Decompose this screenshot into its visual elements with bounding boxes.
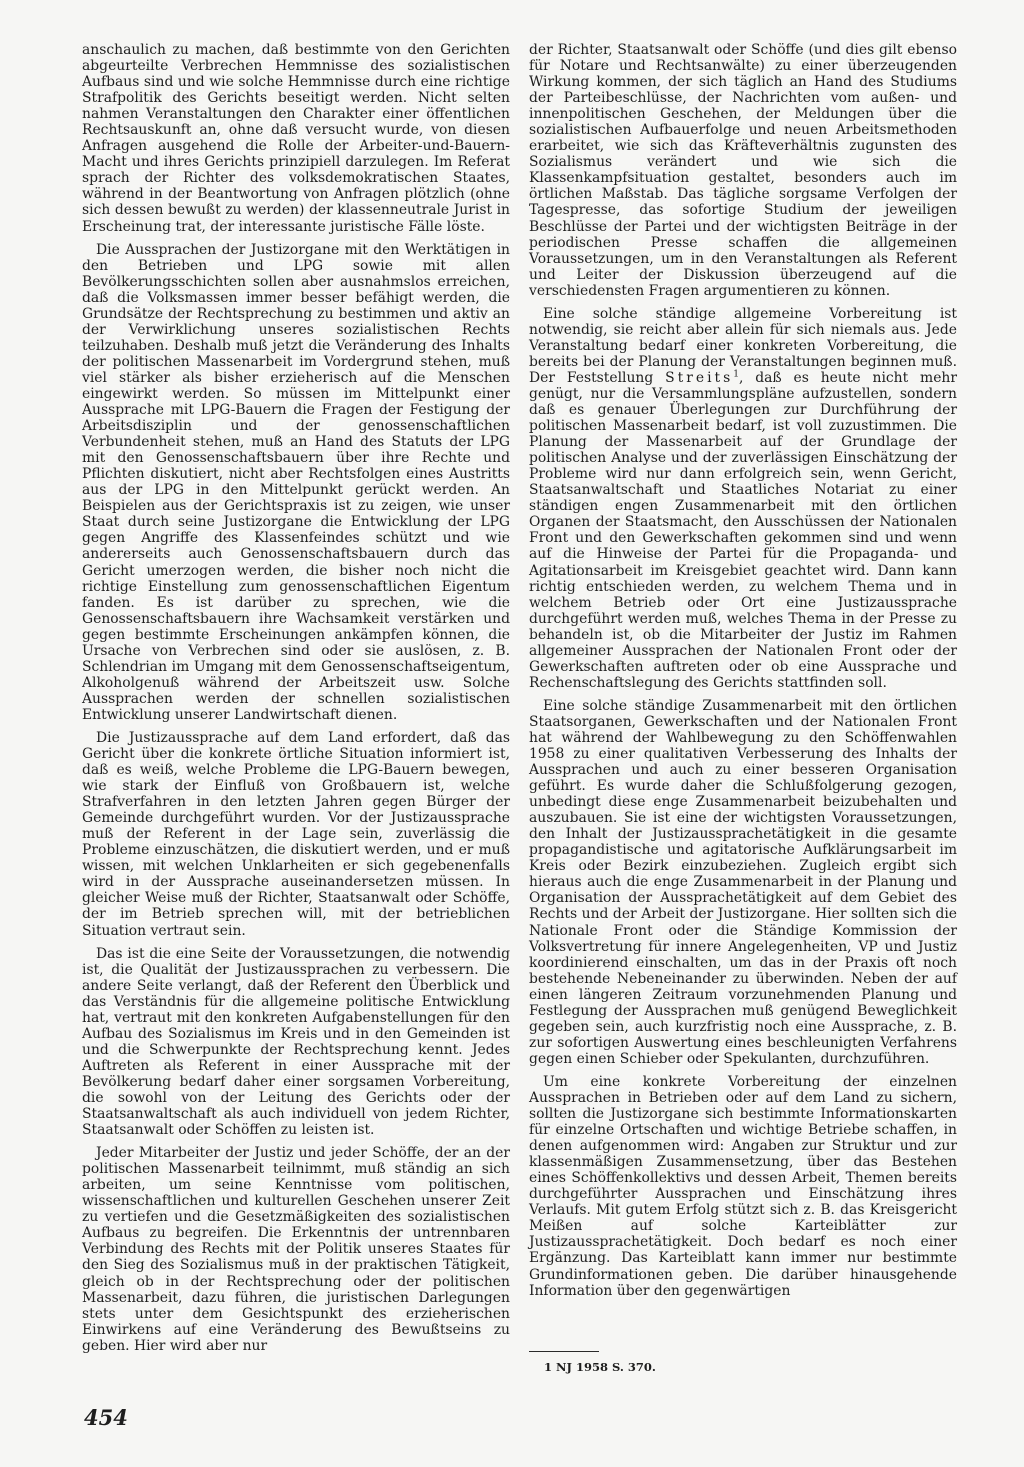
paragraph: [529, 306, 957, 691]
footnote-reference: 1: [733, 369, 739, 380]
cited-author: Streits: [665, 369, 734, 386]
paragraph-text: , daß es heute nicht mehr genügt, nur die Versammlungspläne aufzustellen, sondern daß es genauer Überlegungen zur Durchführung der politischen Massenarbeit bedarf, ist voll zuzustimmen. Die Planung der Massenarbeit auf der Grundlage der politischen Analyse und der zuverlässigen Einschätzung der Probleme wird nur dann erfolgreich sein, wenn Gericht, Staatsanwaltschaft und Staatliches Notariat zu einer ständigen engen Zusammenarbeit mit den örtlichen Organen der Staatsmacht, den Ausschüssen der Nationalen Front und den Gewerkschaften gekommen sind und wenn auf die Hinweise der Partei für die Propaganda- und Agitationsarbeit im Kreisgebiet geachtet wird. Dann kann richtig entschieden werden, zu welchem Thema und in welchem Betrieb oder Ort eine Justizaussprache durchgeführt werden muß, welches Thema in der Presse zu behandeln ist, ob die Mitarbeiter der Justiz im Rahmen allgemeiner Aussprachen der Nationalen Front oder der Gewerkschaften auftreten oder ob eine Aussprache und Rechenschaftslegung des Gerichts stattfinden soll.: [529, 369, 958, 691]
paragraph: Die Aussprachen der Justizorgane mit den Werktätigen in den Betrieben und LPG sowie mit allen Bevölkerungsschichten sollen aber ausnahmslos erreichen, daß die Volksmassen immer besser befähigt werden, die Grundsätze der Rechtsprechung zu bestimmen und aktiv an der Verwirklichung unseres sozialistischen Rechts teilzuhaben. Deshalb muß jetzt die Veränderung des Inhalts der politischen Massenarbeit im Vordergrund stehen, muß viel stärker als bisher erzieherisch auf die Menschen eingewirkt werden. So müssen im Mittelpunkt einer Aussprache mit LPG-Bauern die Fragen der Festigung der Arbeitsdisziplin und der genossenschaftlichen Verbundenheit stehen, muß an Hand des Statuts der LPG mit den Genossenschaftsbauern über ihre Rechte und Pflichten diskutiert, nicht aber Rechtsfolgen eines Austritts aus der LPG in den Mittelpunkt gerückt werden. An Beispielen aus der Gerichtspraxis ist zu zeigen, wie unser Staat durch seine Justizorgane die Entwicklung der LPG gegen Angriffe des Klassenfeindes schützt und wie andererseits auch Genossenschaftsbauern durch das Gericht umerzogen werden, die bisher noch nicht die richtige Einstellung zum genossenschaftlichen Eigentum fanden. Es ist darüber zu sprechen, wie die Genossenschaftsbauern ihre Wachsamkeit verstärken und gegen bestimmte Erscheinungen ankämpfen können, die Ursache von Verbrechen sind oder sie auslösen, z. B. Schlendrian im Umgang mit dem Genossenschaftseigentum, Alkoholgenuß während der Arbeitszeit usw. Solche Aussprachen werden der schnellen sozialistischen Entwicklung unserer Landwirtschaft dienen.: [82, 241, 510, 723]
left-column: [82, 42, 510, 1361]
footnote-divider: [529, 1351, 599, 1352]
paragraph: Die Justizaussprache auf dem Land erfordert, daß das Gericht über die konkrete örtliche Situation informiert ist, daß es weiß, welche Probleme die LPG-Bauern bewegen, wie stark der Einfluß von Großbauern ist, welche Strafverfahren in den letzten Jahren gegen Bürger der Gemeinde durchgeführt wurden. Vor der Justizaussprache muß der Referent in der Lage sein, zuverlässig die Probleme einzuschätzen, die diskutiert werden, und er muß wissen, mit welchen Unklarheiten er sich gegebenenfalls wird in der Aussprache auseinandersetzen müssen. In gleicher Weise muß der Richter, Staatsanwalt oder Schöffe, der im Betrieb sprechen will, mit der betrieblichen Situation vertraut sein.: [82, 729, 510, 939]
paragraph: Das ist die eine Seite der Voraussetzungen, die notwendig ist, die Qualität der Justizaussprachen zu verbessern. Die andere Seite verlangt, daß der Referent den Überblick und das Verständnis für die allgemeine politische Entwicklung hat, vertraut mit den konkreten Aufgabenstellungen für den Aufbau des Sozialismus im Kreis und in den Gemeinden ist und die Schwerpunkte der Rechtsprechung kennt. Jedes Auftreten als Referent in einer Aussprache mit der Bevölkerung bedarf daher einer sorgsamen Vorbereitung, die sowohl von der Leitung des Gerichts oder der Staatsanwaltschaft als auch individuell von jedem Richter, Staatsanwalt oder Schöffen zu leisten ist.: [82, 945, 510, 1139]
footnote: 1 NJ 1958 S. 370.: [544, 1360, 656, 1374]
right-column: [529, 42, 957, 1306]
paragraph: Um eine konkrete Vorbereitung der einzelnen Aussprachen in Betrieben oder auf dem Land zu sichern, sollten die Justizorgane sich bestimmte Informationskarten für einzelne Ortschaften und wichtige Betriebe schaffen, in denen aufgenommen wird: Angaben zur Struktur und zur klassenmäßigen Zusammensetzung, über das Bestehen eines Schöffenkollektivs und dessen Arbeit, Themen bereits durchgeführter Aussprachen und Einschätzung ihres Verlaufs. Mit gutem Erfolg stützt sich z. B. das Kreisgericht Meißen auf solche Karteiblätter zur Justizaussprachetätigkeit. Doch bedarf es noch einer Ergänzung. Das Karteiblatt kann immer nur bestimmte Grundinformationen geben. Die darüber hinausgehende Information über den gegenwärtigen: [529, 1073, 957, 1299]
paragraph: der Richter, Staatsanwalt oder Schöffe (und dies gilt ebenso für Notare und Rechtsanwälte) zu einer überzeugenden Wirkung kommen, der sich täglich an Hand des Studiums der Parteibeschlüsse, der Nachrichten vom außen- und innenpolitischen Geschehen, der Meldungen über die sozialistischen Aufbauerfolge und neuen Arbeitsmethoden erarbeitet, wie sich das Kräfteverhältnis zugunsten des Sozialismus verändert und wie sich die Klassenkampfsituation gestaltet, besonders auch im örtlichen Maßstab. Das tägliche sorgsame Verfolgen der Tagespresse, das sofortige Studium der jeweiligen Beschlüsse der Partei und der wichtigsten Beiträge in der periodischen Presse schaffen die allgemeinen Voraussetzungen, um in den Veranstaltungen als Referent und Leiter der Diskussion überzeugend auf die verschiedensten Fragen argumentieren zu können.: [529, 42, 957, 299]
paragraph: Jeder Mitarbeiter der Justiz und jeder Schöffe, der an der politischen Massenarbeit teilnimmt, muß ständig an sich arbeiten, um seine Kenntnisse vom politischen, wissenschaftlichen und kulturellen Geschehen unserer Zeit zu vertiefen und die Gesetzmäßigkeiten des sozialistischen Aufbaus zu begreifen. Die Erkenntnis der untrennbaren Verbindung des Rechts mit der Politik unseres Staates für den Sieg des Sozialismus muß in der praktischen Tätigkeit, gleich ob in der Rechtsprechung oder der politischen Massenarbeit, dazu führen, die juristischen Darlegungen stets unter dem Gesichtspunkt des erzieherischen Einwirkens auf eine Veränderung des Bewußtseins zu geben. Hier wird aber nur: [82, 1145, 510, 1354]
paragraph-text: Eine solche ständige allgemeine Vorbereitung ist notwendig, sie reicht aber allein für sich niemals aus. Jede Veranstaltung bedarf einer konkreten Vorbereitung, die bereits bei der Planung der Veranstaltungen beginnen muß. Der Feststellung: [529, 305, 957, 386]
page-number: 454: [84, 1405, 128, 1430]
paragraph: Eine solche ständige Zusammenarbeit mit den örtlichen Staatsorganen, Gewerkschaften und der Nationalen Front hat während der Wahlbewegung zu den Schöffenwahlen 1958 zu einer qualitativen Verbesserung des Inhalts der Aussprachen und auch zu einer besseren Organisation geführt. Es wurde daher die Schlußfolgerung gezogen, unbedingt diese enge Zusammenarbeit beizubehalten und auszubauen. Sie ist eine der wichtigsten Voraussetzungen, den Inhalt der Justizaussprachetätigkeit in die gesamte propagandistische und agitatorische Aufklärungsarbeit im Kreis oder Bezirk einzubeziehen. Zugleich ergibt sich hieraus auch die enge Zusammenarbeit in der Planung und Organisation der Aussprachetätigkeit auf dem Gebiet des Rechts und der Arbeit der Justizorgane. Hier sollten sich die Nationale Front oder die Ständige Kommission der Volksvertretung für innere Angelegenheiten, VP und Justiz koordinierend einschalten, um das in der Praxis oft noch bestehende Nebeneinander zu überwinden. Neben der auf einen längeren Zeitraum vorzunehmenden Planung und Festlegung der Aussprachen muß genügend Beweglichkeit gegeben sein, auch kurzfristig noch eine Aussprache, z. B. zur sofortigen Auswertung eines beschleunigten Verfahrens gegen einen Schieber oder Spekulanten, durchzuführen.: [529, 697, 957, 1067]
paragraph: anschaulich zu machen, daß bestimmte von den Gerichten abgeurteilte Verbrechen Hemmnisse des sozialistischen Aufbaus sind und wie solche Hemmnisse durch eine richtige Strafpolitik des Gerichts beseitigt werden. Nicht selten nahmen Veranstaltungen den Charakter einer öffentlichen Rechtsauskunft an, ohne daß versucht wurde, von diesen Anfragen ausgehend die Rolle der Arbeiter-und-Bauern-Macht und ihres Gerichts prinzipiell darzulegen. Im Referat sprach der Richter des volksdemokratischen Staates, während in der Beantwortung von Anfragen plötzlich (ohne sich dessen bewußt zu werden) der klassenneutrale Jurist in Erscheinung trat, der interessante juristische Fälle löste.: [82, 42, 510, 235]
